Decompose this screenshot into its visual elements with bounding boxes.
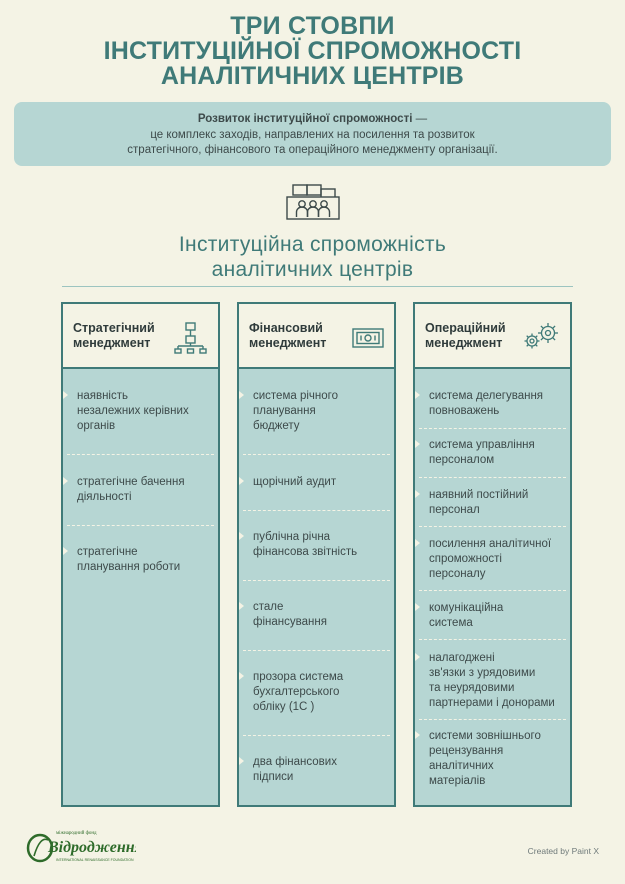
list-item: публічна річна фінансова звітність <box>239 530 394 560</box>
list-item: системи зовнішнього рецензування аналітичних матеріалів <box>415 729 570 789</box>
title-line-2: ІНСТИТУЦІЙНОЇ СПРОМОЖНОСТІ <box>103 37 522 65</box>
subtitle-line-1: Інституційна спроможність <box>178 233 447 256</box>
list-item: стратегічне бачення діяльності <box>63 475 218 505</box>
column-header <box>415 304 570 369</box>
list-item: налагоджені зв'язки з урядовими та неурядовими партнерами і донорами <box>415 651 570 711</box>
page-title <box>0 14 625 89</box>
subtitle-line-2: аналітичних центрів <box>211 258 414 281</box>
list-item: стале фінансування <box>239 600 394 630</box>
list-item: наявний постійний персонал <box>415 488 570 518</box>
banknote-icon <box>352 328 384 353</box>
logo-small-bottom: INTERNATIONAL RENAISSANCE FOUNDATION <box>56 858 134 862</box>
list-item: стратегічне планування роботи <box>63 545 218 575</box>
credit-text: Created by Paint X <box>527 846 599 856</box>
column-header-label: Стратегічний менеджмент <box>73 320 155 350</box>
list-item: два фінансових підписи <box>239 755 394 785</box>
foundation-logo <box>26 826 136 871</box>
column-financial <box>237 302 396 807</box>
org-chart-icon <box>174 322 208 359</box>
list-item: система річного планування бюджету <box>239 389 394 434</box>
list-item: система управління персоналом <box>415 438 570 468</box>
team-building-icon <box>285 183 341 228</box>
definition-term: Розвиток інституційної спроможності <box>197 113 413 125</box>
logo-word: Відродження <box>48 839 136 856</box>
title-line-3: АНАЛІТИЧНИХ ЦЕНТРІВ <box>160 62 465 90</box>
column-header-label: Операційний менеджмент <box>425 320 506 350</box>
definition-dash: — <box>412 113 428 125</box>
list-item: наявність незалежних керівних органів <box>63 389 218 434</box>
title-line-1: ТРИ СТОВПИ <box>230 12 395 40</box>
column-strategic <box>61 302 220 807</box>
list-item: система делегування повноважень <box>415 389 570 419</box>
definition-line-3: стратегічного, фінансового та операційного менеджменту організації. <box>127 144 498 156</box>
list-item: щорічний аудит <box>239 475 394 490</box>
definition-line-2: це комплекс заходів, направлених на посилення та розвиток <box>150 128 475 141</box>
column-header <box>63 304 218 369</box>
column-header-label: Фінансовий менеджмент <box>249 320 327 350</box>
list-item: комунікаційна система <box>415 601 570 631</box>
section-subtitle <box>0 232 625 282</box>
column-operational <box>413 302 572 807</box>
logo-small-top: міжнародний фонд <box>56 831 97 836</box>
list-item: посилення аналітичної спроможності персоналу <box>415 537 570 582</box>
list-item: прозора система бухгалтерського обліку (1С ) <box>239 670 394 715</box>
column-header <box>239 304 394 369</box>
divider <box>62 286 573 287</box>
definition-box <box>14 102 611 166</box>
gears-icon <box>522 322 560 357</box>
